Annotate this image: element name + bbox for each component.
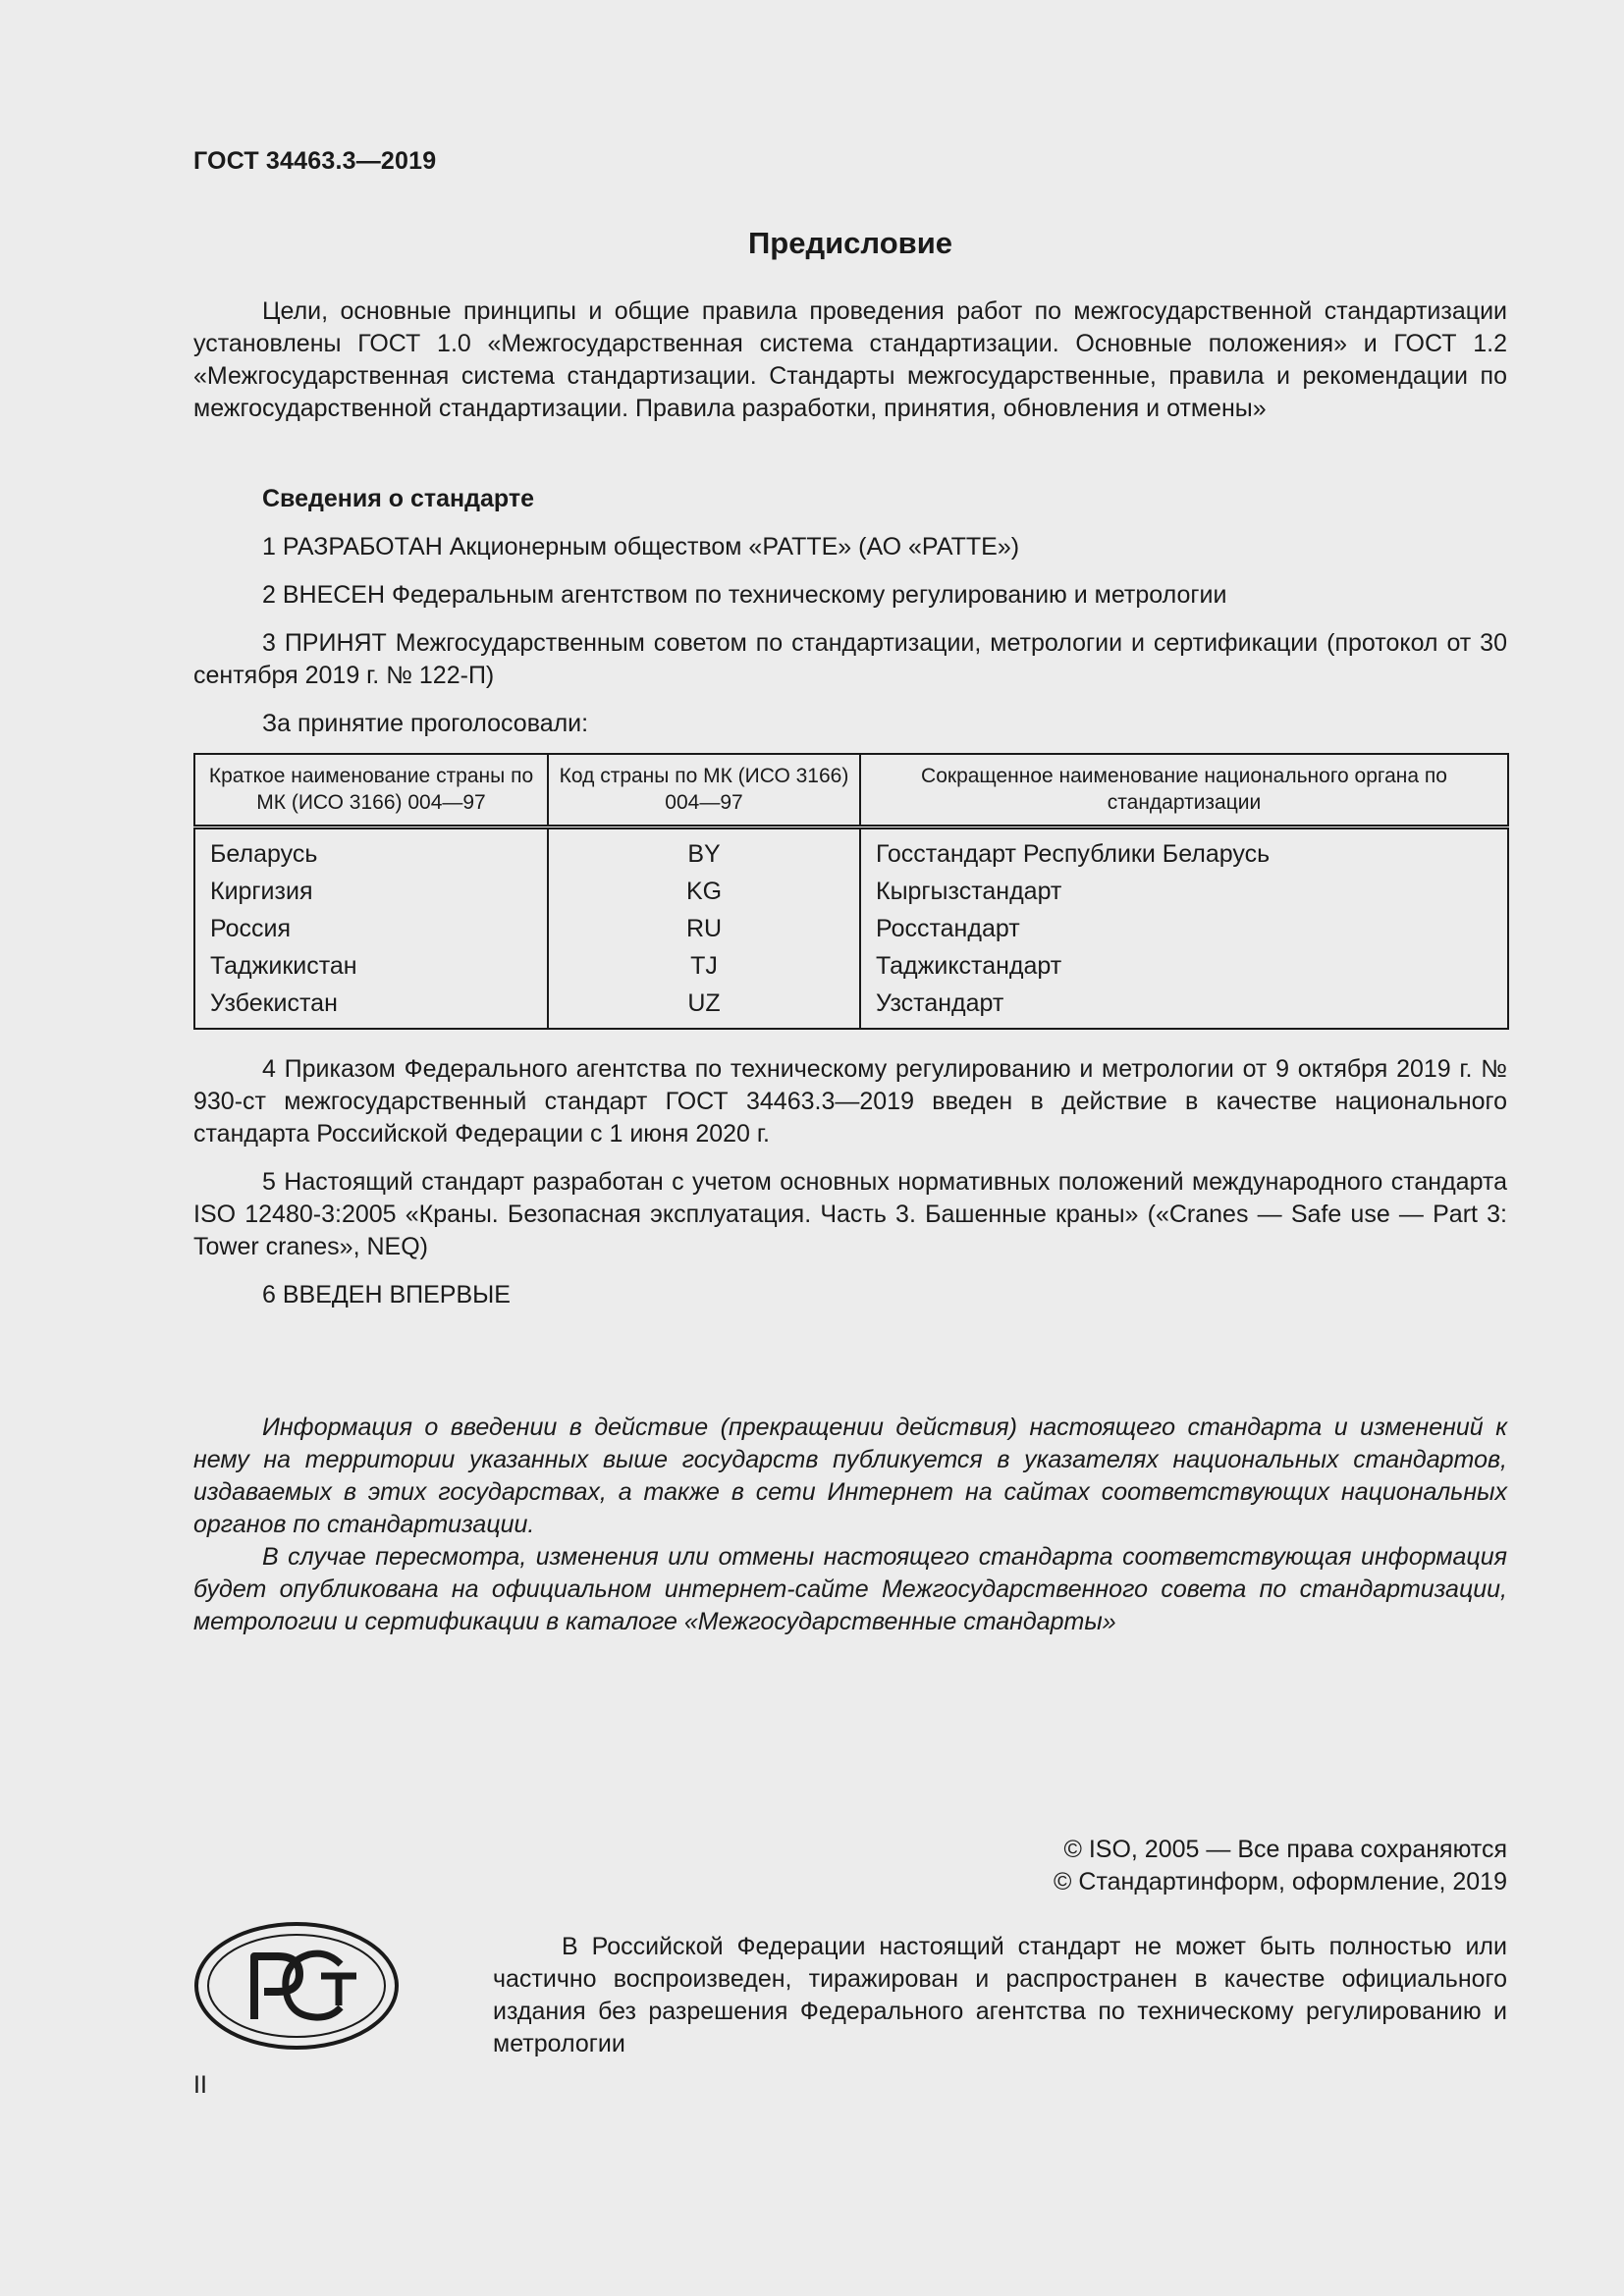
rst-certification-mark-icon: [193, 1921, 400, 2051]
page-number: II: [193, 2071, 207, 2099]
standards-body: Узстандарт: [860, 985, 1508, 1029]
table-header-row: [194, 754, 1508, 828]
copyright-iso: © ISO, 2005 — Все права сохраняются: [1063, 1836, 1507, 1863]
country-name: Узбекистан: [194, 985, 548, 1029]
column-header-code: Код страны по МК (ИСО 3166) 004—97: [548, 754, 860, 828]
item-submitted: 2 ВНЕСЕН Федеральным агентством по техническому регулированию и метрологии: [262, 581, 1227, 609]
country-code: BY: [548, 828, 860, 874]
intro-paragraph: Цели, основные принципы и общие правила проведения работ по межгосударственной стандартизации установлены ГОСТ 1.0 «Межгосударственная система стандартизации. Основные положения» и ГОСТ 1.2 «Межгосударственная система стандартизации. Стандарты межгосударственные, правила и рекомендации по межгосударственной стандартизации. Правила разработки, принятия, обновления и отмены»: [193, 297, 1507, 422]
document-code: ГОСТ 34463.3—2019: [193, 147, 437, 175]
info-paragraph: Информация о введении в действие (прекращении действия) настоящего стандарта и изменений к нему на территории указанных выше государств публикуется в указателях национальных стандартов, издаваемых в этих государствах, а также в сети Интернет на сайтах соответствующих национальных органов по стандартизации.: [193, 1414, 1507, 1538]
country-name: Таджикистан: [194, 947, 548, 985]
revision-paragraph: В случае пересмотра, изменения или отмены настоящего стандарта соответствующая информация будет опубликована на официальном интернет-сайте Межгосударственного совета по стандартизации, метрологии и сертификации в каталоге «Межгосударственные стандарты»: [193, 1543, 1507, 1635]
item-developed: 1 РАЗРАБОТАН Акционерным обществом «РАТТЕ» (АО «РАТТЕ»): [262, 533, 1020, 561]
copyright-standartinform: © Стандартинформ, оформление, 2019: [1054, 1868, 1507, 1896]
item-enacted: 4 Приказом Федерального агентства по техническому регулированию и метрологии от 9 октября 2019 г. № 930-ст межгосударственный стандарт ГОСТ 34463.3—2019 введен в действие в качестве национального стандарта Российской Федерации с 1 июня 2020 г.: [193, 1055, 1507, 1148]
voted-label: За принятие проголосовали:: [262, 710, 589, 737]
table-row: [194, 985, 1508, 1029]
country-name: Киргизия: [194, 873, 548, 910]
reproduction-notice: В Российской Федерации настоящий стандарт не может быть полностью или частично воспроизведен, тиражирован и распространен в качестве официального издания без разрешения Федерального агентства по техническому регулированию и метрологии: [493, 1933, 1507, 2057]
voting-countries-table: [193, 753, 1509, 1030]
standards-body: Росстандарт: [860, 910, 1508, 947]
country-code: RU: [548, 910, 860, 947]
country-code: TJ: [548, 947, 860, 985]
table-row: [194, 828, 1508, 874]
table-row: [194, 910, 1508, 947]
item-adopted: 3 ПРИНЯТ Межгосударственным советом по стандартизации, метрологии и сертификации (протокол от 30 сентября 2019 г. № 122-П): [193, 629, 1507, 689]
country-code: KG: [548, 873, 860, 910]
country-name: Россия: [194, 910, 548, 947]
page-title: Предисловие: [747, 226, 952, 260]
standards-body: Таджикстандарт: [860, 947, 1508, 985]
column-header-body: Сокращенное наименование национального органа по стандартизации: [860, 754, 1508, 828]
table-row: [194, 947, 1508, 985]
item-based-on-iso: 5 Настоящий стандарт разработан с учетом основных нормативных положений международного стандарта ISO 12480-3:2005 «Краны. Безопасная эксплуатация. Часть 3. Башенные краны» («Cranes — Safe use — Part 3: Tower cranes», NEQ): [193, 1168, 1507, 1260]
country-code: UZ: [548, 985, 860, 1029]
item-first-introduced: 6 ВВЕДЕН ВПЕРВЫЕ: [262, 1281, 511, 1308]
column-header-country: Краткое наименование страны по МК (ИСО 3166) 004—97: [194, 754, 548, 828]
standards-body: Госстандарт Республики Беларусь: [860, 828, 1508, 874]
country-name: Беларусь: [194, 828, 548, 874]
table-row: [194, 873, 1508, 910]
standards-body: Кыргызстандарт: [860, 873, 1508, 910]
section-title: Сведения о стандарте: [262, 485, 535, 512]
